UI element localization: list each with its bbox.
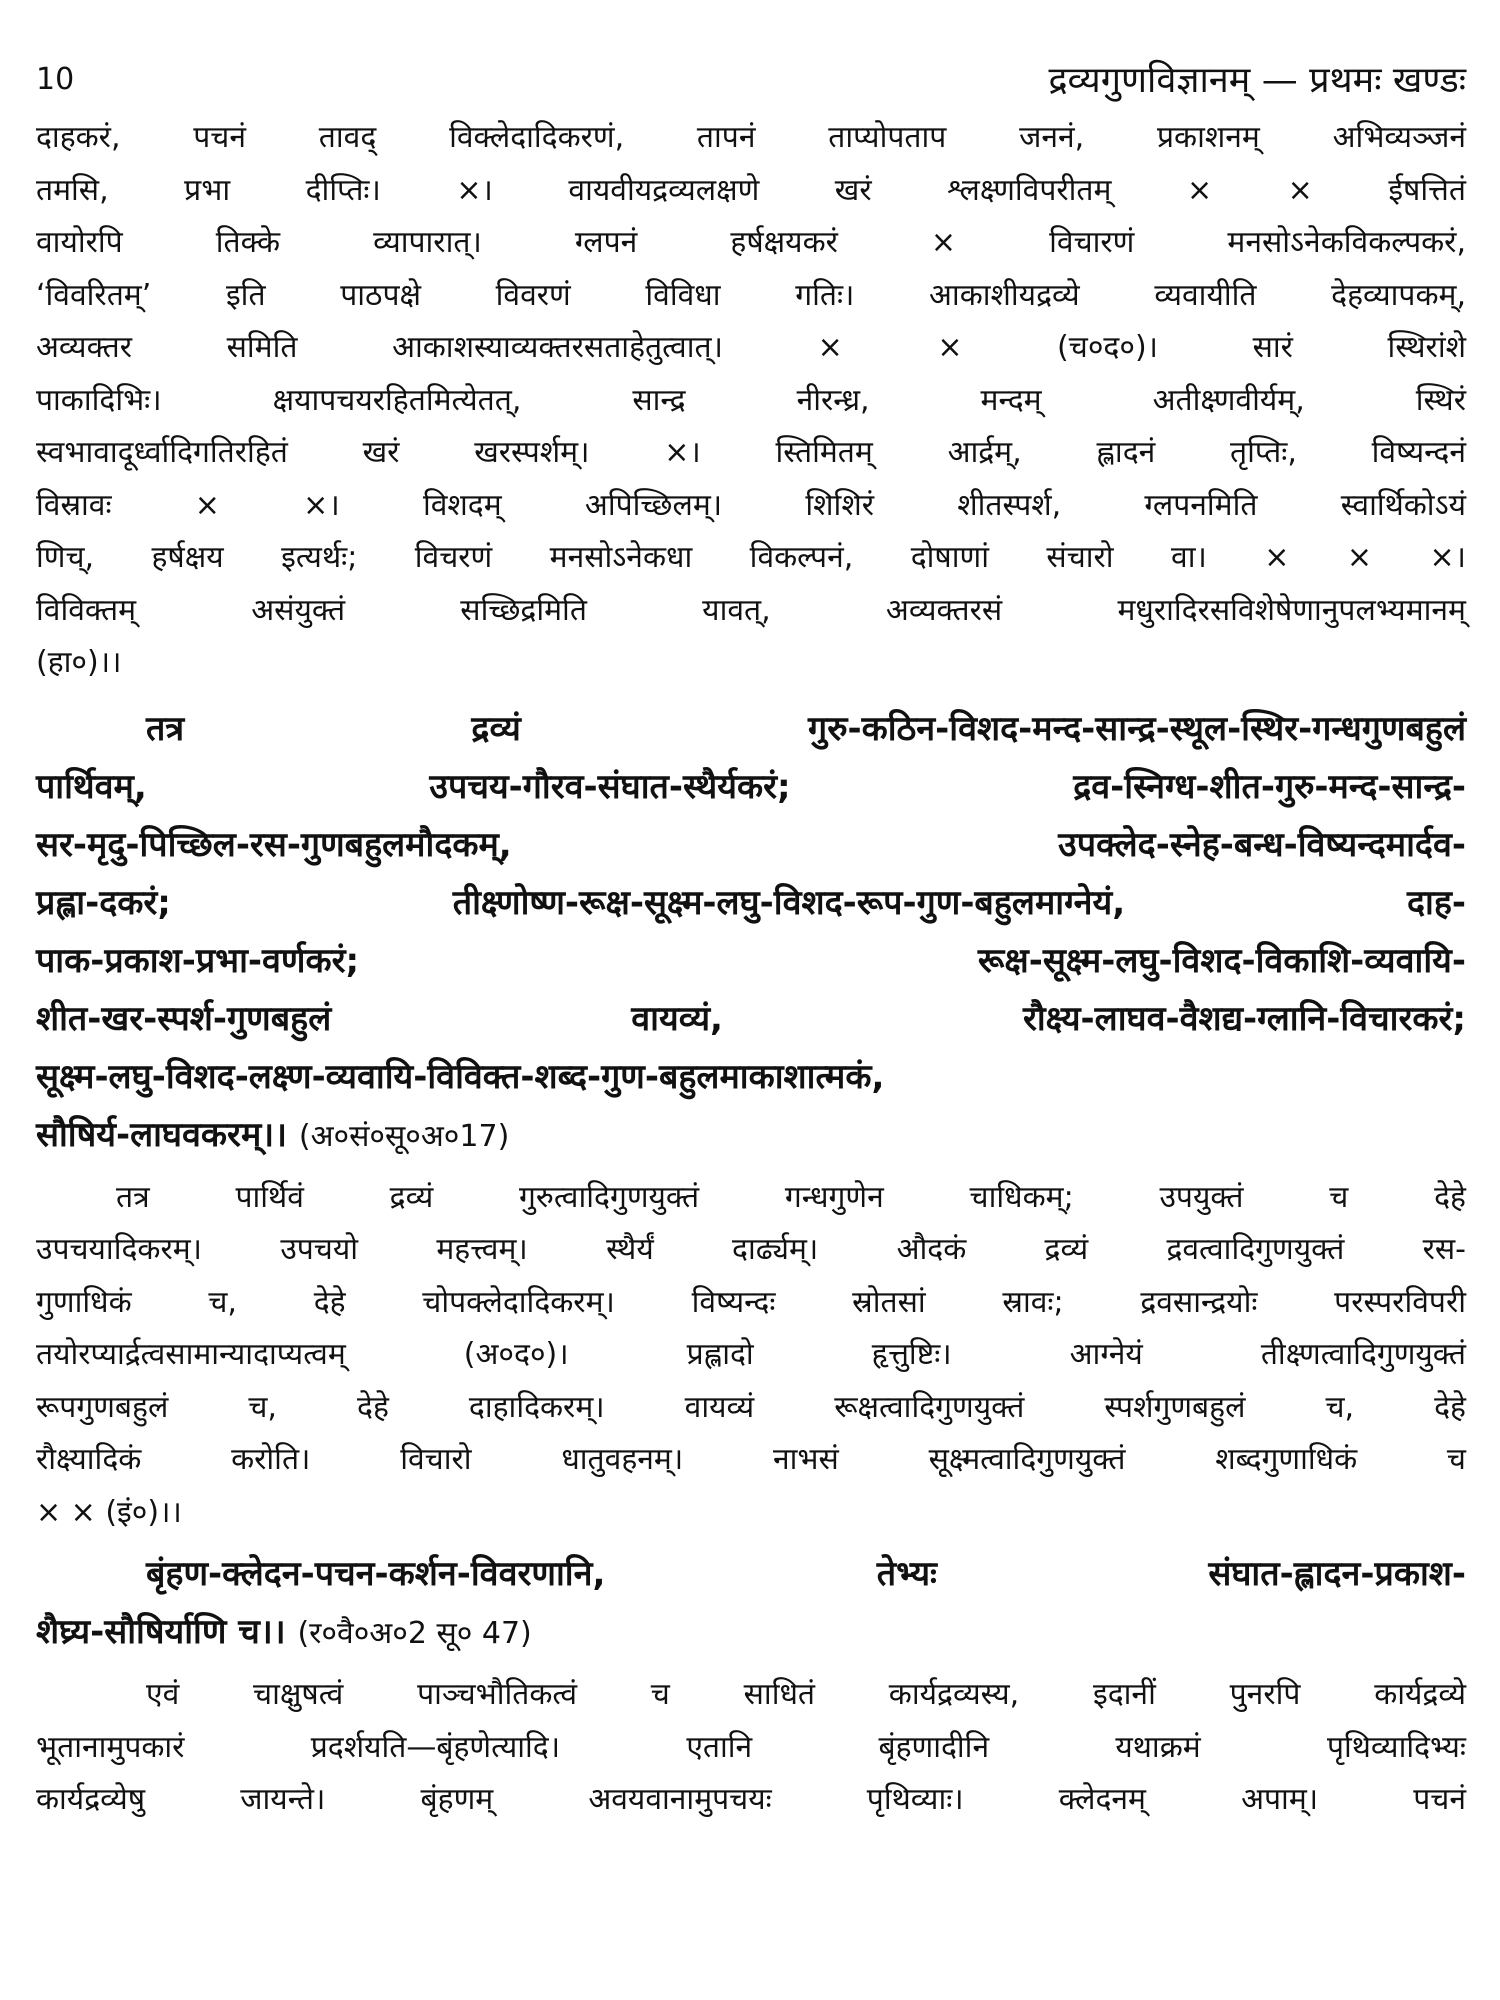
text-line: विविक्तम् असंयुक्तं सच्छिद्रमिति यावत्, अव्यक्तरसं मधुरादिरसविशेषेणानुपलभ्यमानम् [36, 592, 1466, 628]
running-title: द्रव्यगुणविज्ञानम् — प्रथमः खण्डः [1048, 60, 1466, 101]
verse-line: शीत-खर-स्पर्श-गुणबहुलं वायव्यं, रौक्ष्य-लाघव-वैशद्य-ग्लानि-विचारकरं; [36, 998, 1466, 1039]
page [36, 40, 1466, 1827]
running-head [36, 40, 1466, 112]
text-line: अव्यक्तर समिति आकाशस्याव्यक्तरसताहेतुत्वात्। × × (च०द०)। सारं स्थिरांशे [36, 330, 1466, 365]
text-line: भूतानामुपकारं प्रदर्शयति—बृंहणेत्यादि। एतानि बृंहणादीनि यथाक्रमं पृथिव्यादिभ्यः [36, 1729, 1466, 1765]
verse-line [36, 1106, 1466, 1166]
verse-line: सूक्ष्म-लघु-विशद-लक्ष्ण-व्यवायि-विविक्त-शब्द-गुण-बहुलमाकाशात्मकं, [36, 1056, 885, 1097]
verse-line: प्रह्ला-दकरं; तीक्ष्णोष्ण-रूक्ष-सूक्ष्म-लघु-विशद-रूप-गुण-बहुलमाग्नेयं, दाह- [36, 882, 1466, 923]
commentary-paragraph [36, 112, 1466, 690]
text-line: विस्रावः × ×। विशदम् अपिच्छिलम्। शिशिरं शीतस्पर्श, ग्लपनमिति स्वार्थिकोऽयं [36, 487, 1466, 523]
verse-line: पाक-प्रकाश-प्रभा-वर्णकरं; रूक्ष-सूक्ष्म-लघु-विशद-विकाशि-व्यवायि- [36, 940, 1466, 981]
page-number: 10 [36, 62, 75, 97]
verse-line: सर-मृदु-पिच्छिल-रस-गुणबहुलमौदकम्, उपक्लेद-स्नेह-बन्ध-विष्यन्दमार्दव- [36, 824, 1466, 865]
text-line: रौक्ष्यादिकं करोति। विचारो धातुवहनम्। नाभसं सूक्ष्मत्वादिगुणयुक्तं शब्दगुणाधिकं च [36, 1442, 1466, 1477]
verse-quote [36, 700, 1466, 1166]
text-line: (हा०)।। [36, 645, 122, 680]
commentary-paragraph [36, 1669, 1466, 1827]
source-reference: (अ०सं०सू०अ०17) [298, 1118, 510, 1154]
commentary-paragraph [36, 1172, 1466, 1540]
verse-quote [36, 1545, 1466, 1663]
verse-end: सौषिर्य-लाघवकरम्।। [36, 1114, 288, 1155]
text-line: रूपगुणबहुलं च, देहे दाहादिकरम्। वायव्यं रूक्षत्वादिगुणयुक्तं स्पर्शगुणबहुलं च, देहे [36, 1389, 1466, 1425]
text-line: कार्यद्रव्येषु जायन्ते। बृंहणम् अवयवानामुपचयः पृथिव्याः। क्लेदनम् अपाम्। पचनं [36, 1782, 1466, 1817]
text-line: दाहकरं, पचनं तावद् विक्लेदादिकरणं, तापनं ताप्योपताप जननं, प्रकाशनम् अभिव्यञ्जनं [36, 120, 1466, 155]
text-line: ‘विवरितम्’ इति पाठपक्षे विवरणं विविधा गतिः। आकाशीयद्रव्ये व्यवायीति देहव्यापकम्, [36, 277, 1466, 313]
text-line: गुणाधिकं च, देहे चोपक्लेदादिकरम्। विष्यन्दः स्रोतसां स्रावः; द्रवसान्द्रयोः परस्परविपरी [36, 1284, 1466, 1320]
text-line: तमसि, प्रभा दीप्तिः। ×। वायवीयद्रव्यलक्षणे खरं श्लक्ष्णविपरीतम् × × ईषत्तितं [36, 172, 1466, 208]
verse-line: पार्थिवम्, उपचय-गौरव-संघात-स्थैर्यकरं; द्रव-स्निग्ध-शीत-गुरु-मन्द-सान्द्र- [36, 766, 1466, 807]
text-line: तत्र पार्थिवं द्रव्यं गुरुत्वादिगुणयुक्तं गन्धगुणेन चाधिकम्; उपयुक्तं च देहे [116, 1179, 1466, 1215]
text-line: × × (इं०)।। [36, 1494, 182, 1530]
verse-end: शैघ्र्य-सौषिर्याणि च।। [36, 1612, 286, 1652]
verse-line [36, 1603, 1466, 1663]
text-line: उपचयादिकरम्। उपचयो महत्त्वम्। स्थैर्यं दार्ढ्यम्। औदकं द्रव्यं द्रवत्वादिगुणयुक्तं रस- [36, 1232, 1466, 1267]
text-line: वायोरपि तिक्के व्यापारात्। ग्लपनं हर्षक्षयकरं × विचारणं मनसोऽनेकविकल्पकरं, [36, 225, 1466, 260]
text-line: एवं चाक्षुषत्वं पाञ्चभौतिकत्वं च साधितं कार्यद्रव्यस्य, इदानीं पुनरपि कार्यद्रव्ये [146, 1677, 1466, 1712]
source-reference: (र०वै०अ०2 सू० 47) [297, 1616, 532, 1651]
text-line: स्वभावादूर्ध्वादिगतिरहितं खरं खरस्पर्शम्। ×। स्तिमितम् आर्द्रम्, ह्लादनं तृप्तिः, विष्यन्दनं [36, 435, 1466, 470]
text-line: णिच्, हर्षक्षय इत्यर्थः; विचरणं मनसोऽनेकधा विकल्पनं, दोषाणां संचारो वा। × × ×। [36, 540, 1466, 575]
verse-line: तत्र द्रव्यं गुरु-कठिन-विशद-मन्द-सान्द्र-स्थूल-स्थिर-गन्धगुणबहुलं [146, 708, 1466, 749]
text-line: तयोरप्यार्द्रत्वसामान्यादाप्यत्वम् (अ०द०)। प्रह्लादो हृत्तुष्टिः। आग्नेयं तीक्ष्णत्वादिगुणयुक्तं [36, 1337, 1466, 1372]
verse-line: बृंहण-क्लेदन-पचन-कर्शन-विवरणानि, तेभ्यः संघात-ह्लादन-प्रकाश- [146, 1554, 1466, 1594]
text-line: पाकादिभिः। क्षयापचयरहितमित्येतत्, सान्द्र नीरन्ध्र, मन्दम् अतीक्ष्णवीर्यम्, स्थिरं [36, 382, 1466, 418]
